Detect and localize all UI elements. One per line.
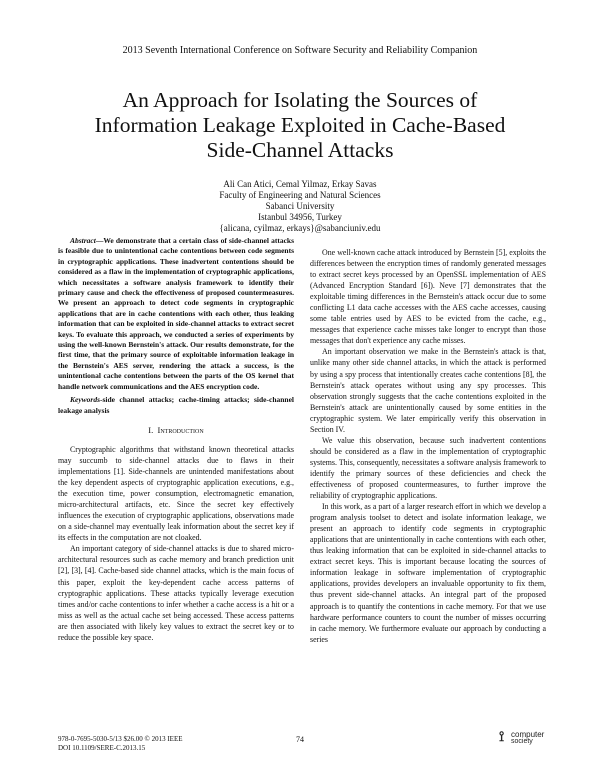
footer-isbn: 978-0-7695-5030-5/13 $26.00 © 2013 IEEE bbox=[58, 735, 183, 743]
author-university: Sabanci University bbox=[265, 201, 335, 211]
title-line-1: An Approach for Isolating the Sources of bbox=[122, 88, 478, 112]
intro-paragraph-1: Cryptographic algorithms that withstand known theoretical attacks may succumb to side-channel attacks due to flaws in their implementations [1]. Side-channels are unintended manifestations about the key dependent aspects of cryptographic application executions, e.g., the execution time, power consumption, electromagnetic emanation, micro-architectural artifacts, etc. Since the secret key effectively influences the execution of cryptographic applications, observations made on a side-channel may eventually leak information about the secret key if its effects in the computation are not cloaked. bbox=[58, 444, 294, 543]
author-city: Istanbul 34956, Turkey bbox=[258, 212, 342, 222]
left-column bbox=[58, 236, 294, 643]
computer-society-icon: ⟟ bbox=[499, 729, 505, 745]
title-line-3: Side-Channel Attacks bbox=[206, 138, 394, 162]
section-number: I. bbox=[148, 424, 154, 435]
page-number: 74 bbox=[296, 735, 304, 744]
body-paragraph-4: In this work, as a part of a larger research effort in which we develop a program analysis toolset to detect and isolate information leakage, we present an approach to identify code segments in cryptographic applications that are unintentionally in cache contentions with each other, thus leaking information that can be exploited in side-channel attacks to extract secret keys. This is important because locating the sources of information leakage in software implementation of cryptographic applications, provides developers an invaluable opportunity to fix them, thus prevent side-channel attacks. An integral part of the proposed approach is to quantify the contentions in cache memory. For that we use hardware performance counters to count the number of misses occurring in cache memory. We furthermore evaluate our approach by conducting a series bbox=[310, 502, 546, 644]
abstract bbox=[58, 236, 294, 392]
logo-text-society: society bbox=[511, 738, 533, 745]
paper-title bbox=[60, 88, 540, 163]
footer-doi: DOI 10.1109/SERE-C.2013.15 bbox=[58, 744, 146, 752]
right-column bbox=[310, 247, 546, 645]
body-paragraph-3: We value this observation, because such inadvertent contentions should be considered as a flaw in the implementation of cryptographic systems. This, consequently, necessitates a software analysis framework to identify the primary sources of these deficiencies and check the effectiveness of proposed countermeasures, to further improve the reliability of cryptographic applications. bbox=[310, 435, 546, 501]
keywords-label: Keywords bbox=[70, 395, 100, 405]
section-title: Introduction bbox=[157, 424, 204, 435]
author-names: Ali Can Atici, Cemal Yilmaz, Erkay Savas bbox=[223, 179, 377, 189]
body-paragraph-2: An important observation we make in the Bernstein's attack is that, unlike many other side channel attacks, in which the attack is performed by using a spy process that intentionally creates cache contentions [8], the Bernstein's attack operates without using any spy processes. This observation strongly suggests that the cache contentions exploited in the Bernstein's attack are unintentionally caused by some entities in the cryptographic system. We later empirically verify this observation in Section IV. bbox=[310, 347, 546, 434]
body-paragraph-1: One well-known cache attack introduced by Bernstein [5], exploits the differences between the encryption times of randomly generated messages to extract secret keys processed by an OpenSSL implementation of AES (Advanced Encryption Standard [6]). Neve [7] demonstrates that the exploitable timing differences in the Bernstein's attack occur due to some conflicting L1 data cache accesses with the AES cache accesses, causing some table entries used by AES to be evicted from the cache, e.g., messages that experience cache misses take longer to encrypt than those messages that don't experience any cache misses. bbox=[310, 248, 546, 346]
author-faculty: Faculty of Engineering and Natural Sciences bbox=[219, 190, 381, 200]
author-email: {alicana, cyilmaz, erkays}@sabanciuniv.edu bbox=[219, 223, 381, 233]
section-heading-introduction bbox=[58, 425, 294, 436]
conference-header: 2013 Seventh International Conference on Software Security and Reliability Companion bbox=[122, 45, 478, 56]
abstract-label: Abstract bbox=[70, 236, 96, 245]
author-block bbox=[150, 179, 450, 234]
computer-society-logo bbox=[499, 727, 549, 755]
keywords-text: -side channel attacks; cache-timing attacks; side-channel leakage analysis bbox=[58, 395, 294, 415]
keywords bbox=[58, 395, 294, 416]
logo-text-computer: computer bbox=[511, 730, 545, 739]
intro-paragraph-2: An important category of side-channel attacks is due to shared micro-architectural resources such as cache memory and branch prediction unit [2], [3], [4]. Cache-based side channel attacks, which is the main focus of this paper, exploit the key-dependent cache access patterns of cryptographic applications. These attacks typically leverage execution times and/or cache contentions to infer whether a cache access is a hit or a miss as well as the actual cache set being accessed. These access patterns are then associated with likely key values to extract the secret key or to reduce the possible key space. bbox=[58, 544, 294, 642]
title-line-2: Information Leakage Exploited in Cache-Based bbox=[94, 113, 506, 137]
abstract-text: —We demonstrate that a certain class of side-channel attacks is feasible due to unintentional cache contentions between code segments in cryptographic applications. These inadvertent contentions should be considered as a flaw in the implementation of cryptographic applications, which necessitates a software analysis framework to identify their primary cause and check the effectiveness of proposed countermeasures. We present an approach to detect code segments in cryptographic applications that are in cache contentions with each other, thus leaking information that can be exploited in side-channel attacks to extract secret keys. To evaluate this approach, we conducted a series of experiments by using the well-known Bernstein's attack. Our results demonstrate, for the first time, that the primary source of exploitable information leakage in the Bernstein's AES server, rendering the attack a success, is the unintentional cache contentions between the parts of the OS kernel that handle network communications and the AES encryption code. bbox=[58, 236, 294, 391]
